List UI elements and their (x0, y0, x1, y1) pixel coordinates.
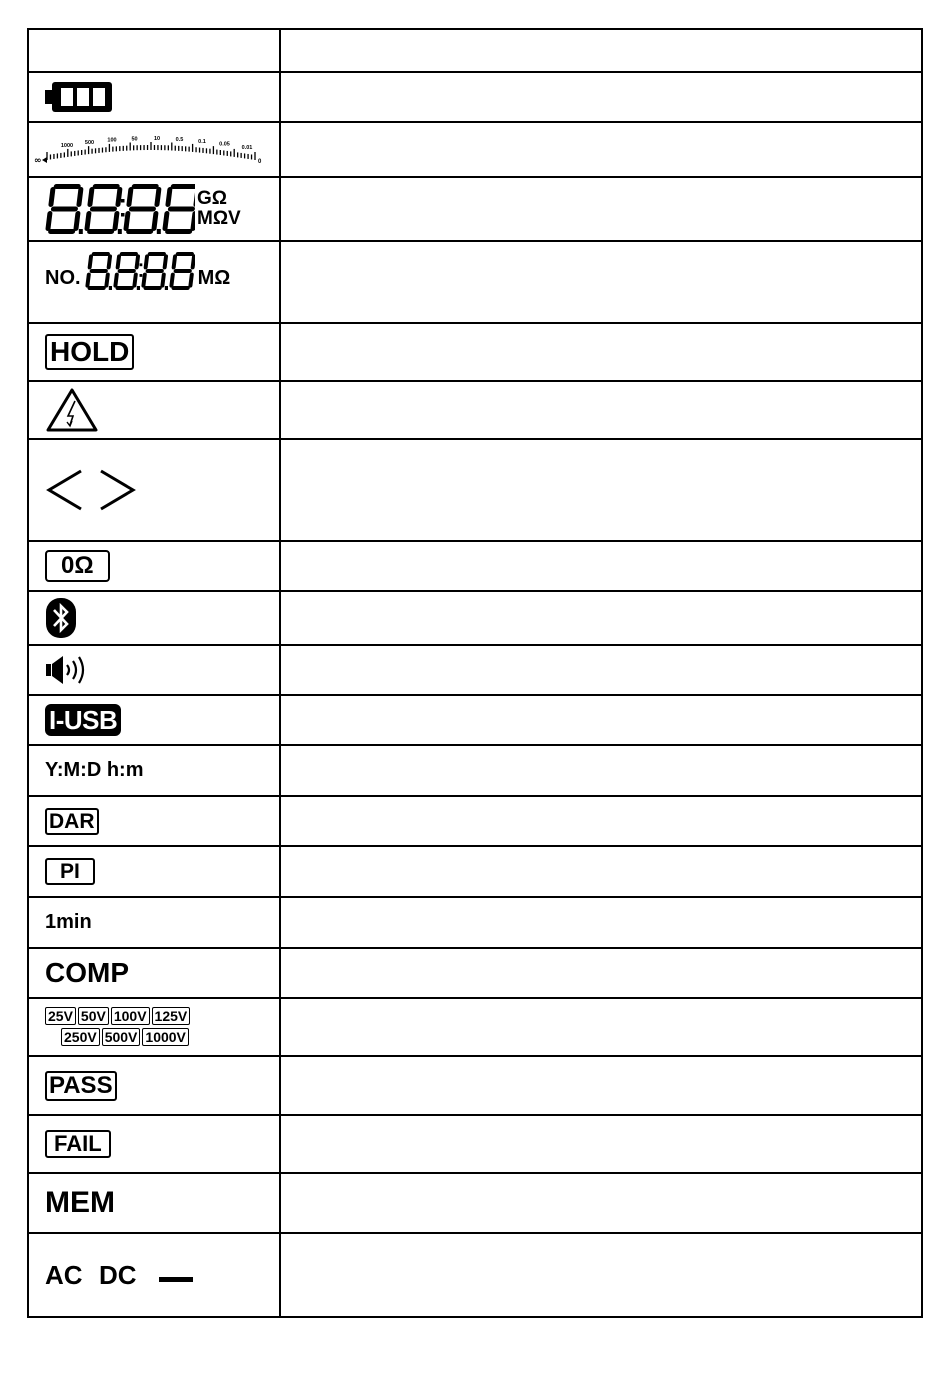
scale-label: 500 (84, 139, 95, 146)
one-minute-symbol: 1min (45, 911, 92, 933)
description-cell (280, 541, 922, 591)
dar-symbol: DAR (45, 808, 99, 835)
header-description-cell (280, 29, 922, 72)
table-row (28, 122, 922, 177)
description-cell (280, 897, 922, 948)
symbol-cell (28, 381, 280, 439)
digit-segment (193, 187, 195, 207)
description-cell (280, 439, 922, 541)
scale-label: 0.05 (219, 141, 230, 148)
digit-segment (87, 254, 93, 269)
description-cell (280, 796, 922, 846)
digit-segment (171, 254, 177, 269)
scale-label: 0.5 (175, 136, 184, 143)
digit-segment (126, 229, 154, 234)
digit-segment (51, 207, 79, 212)
battery-icon (45, 80, 115, 114)
seven-segment-digits (43, 184, 195, 234)
sub-display-symbol (45, 252, 279, 290)
digit-segment (84, 211, 91, 231)
digit-segment (91, 252, 110, 256)
digit-segment (170, 184, 195, 189)
symbol-cell (28, 695, 280, 745)
digit-segment (134, 254, 140, 269)
digit-segment (89, 269, 108, 273)
symbol-cell (28, 591, 280, 645)
dc-symbol: DC (99, 1259, 137, 1290)
symbol-cell (28, 241, 280, 323)
symbol-table (27, 28, 923, 1318)
description-cell (280, 72, 922, 122)
bluetooth-icon (45, 597, 77, 639)
symbol-cell (28, 897, 280, 948)
table-header-row (28, 29, 922, 72)
symbol-cell (28, 846, 280, 897)
symbol-cell (28, 1173, 280, 1233)
description-cell (280, 1056, 922, 1115)
digit-segment (162, 254, 168, 269)
digit-segment (143, 286, 162, 290)
digit-segment (106, 254, 112, 269)
description-cell (280, 591, 922, 645)
decimal-point (108, 286, 111, 290)
digit-segment (151, 211, 158, 231)
voltage-1000v: 1000V (142, 1028, 188, 1046)
description-cell (280, 645, 922, 695)
digit-segment (132, 273, 138, 288)
symbol-cell (28, 796, 280, 846)
pi-symbol: PI (45, 858, 95, 885)
digit-segment (112, 211, 119, 231)
scale-infinity-label: ∞ (34, 155, 42, 166)
less-greater-icon (45, 467, 137, 513)
description-cell (280, 241, 922, 323)
table-row (28, 241, 922, 323)
symbol-cell (28, 122, 280, 177)
voltage-100v: 100V (111, 1007, 150, 1025)
comp-symbol: COMP (45, 957, 129, 988)
digit-segment (171, 286, 190, 290)
voltage-250v: 250V (61, 1028, 100, 1046)
scale-label: 100 (107, 137, 117, 144)
digit-segment (188, 273, 194, 288)
unit-mohm: MΩ (197, 267, 231, 289)
digit-segment (119, 252, 138, 256)
voltage-line-2 (61, 1028, 279, 1047)
analog-bar-scale (33, 132, 265, 168)
digit-segment (92, 184, 120, 189)
digit-segment (87, 286, 106, 290)
symbol-cell (28, 72, 280, 122)
header-symbol-cell (28, 29, 280, 72)
symbol-cell (28, 645, 280, 695)
table-row (28, 1115, 922, 1173)
table-row (28, 695, 922, 745)
high-voltage-warning-icon (45, 387, 99, 433)
digit-segment (145, 269, 164, 273)
scale-label: 0.1 (198, 138, 206, 145)
table-row (28, 72, 922, 122)
scale-label: 50 (131, 135, 138, 142)
scale-label: 10 (153, 135, 161, 142)
usb-symbol: I-USB (45, 704, 121, 736)
decimal-point (79, 229, 83, 234)
symbol-cell (28, 439, 280, 541)
symbol-cell (28, 1233, 280, 1317)
fail-symbol: FAIL (45, 1130, 111, 1158)
colon-dot (121, 199, 125, 203)
symbol-cell (28, 541, 280, 591)
voltage-50v: 50V (78, 1007, 109, 1025)
table-row (28, 591, 922, 645)
digit-segment (165, 229, 193, 234)
table-row (28, 998, 922, 1056)
digit-segment (190, 254, 195, 269)
description-cell (280, 1233, 922, 1317)
digit-segment (165, 187, 172, 207)
unit-gohm: GΩ (197, 188, 228, 209)
digit-segment (175, 252, 194, 256)
description-cell (280, 323, 922, 381)
description-cell (280, 381, 922, 439)
decimal-point (136, 286, 139, 290)
symbol-cell (28, 1056, 280, 1115)
mem-symbol: MEM (45, 1186, 115, 1219)
table-row (28, 541, 922, 591)
scale-zero-label: 0 (258, 158, 262, 165)
digit-segment (160, 273, 166, 288)
number-prefix: NO. (45, 267, 81, 289)
ac-symbol: AC (45, 1259, 83, 1290)
seven-segment-digits (83, 252, 195, 290)
colon-dot (139, 274, 142, 277)
digit-segment (48, 187, 55, 207)
description-cell (280, 745, 922, 796)
hold-symbol: HOLD (45, 334, 134, 370)
symbol-cell (28, 1115, 280, 1173)
digit-segment (129, 207, 157, 212)
datetime-symbol: Y:M:D h:m (45, 759, 144, 781)
colon-dot (139, 263, 142, 266)
description-cell (280, 695, 922, 745)
main-display-symbol (43, 184, 279, 234)
digit-segment (45, 211, 52, 231)
colon-dot (121, 213, 125, 217)
table-row (28, 948, 922, 998)
digit-segment (90, 207, 118, 212)
digit-segment (169, 273, 175, 288)
description-cell (280, 948, 922, 998)
decimal-point (118, 229, 122, 234)
digit-segment (154, 187, 161, 207)
table-row (28, 1173, 922, 1233)
description-cell (280, 846, 922, 897)
symbol-cell (28, 177, 280, 241)
zero-ohm-symbol: 0Ω (45, 550, 110, 582)
digit-segment (115, 254, 121, 269)
table-row (28, 381, 922, 439)
scale-arrow (42, 157, 47, 163)
digit-segment (87, 229, 115, 234)
unit-mohm-volt: MΩV (197, 208, 241, 229)
symbol-cell (28, 323, 280, 381)
symbol-cell (28, 948, 280, 998)
scale-label: 1000 (60, 142, 74, 149)
description-cell (280, 1115, 922, 1173)
pass-symbol: PASS (45, 1071, 117, 1101)
voltage-line-1 (45, 1007, 279, 1026)
voltage-25v: 25V (45, 1007, 76, 1025)
digit-segment (147, 252, 166, 256)
digit-segment (168, 207, 195, 212)
table-row (28, 1233, 922, 1317)
digit-segment (48, 229, 76, 234)
table-row (28, 323, 922, 381)
table-row (28, 177, 922, 241)
description-cell (280, 177, 922, 241)
digit-segment (85, 273, 91, 288)
digit-segment (162, 211, 169, 231)
digit-segment (115, 286, 134, 290)
negative-symbol (159, 1277, 193, 1282)
table-row (28, 897, 922, 948)
digit-segment (76, 187, 83, 207)
table-row (28, 645, 922, 695)
digit-segment (117, 269, 136, 273)
digit-segment (126, 187, 133, 207)
decimal-point (164, 286, 167, 290)
scale-label: 0.01 (241, 144, 253, 151)
description-cell (280, 1173, 922, 1233)
digit-segment (104, 273, 110, 288)
digit-segment (173, 269, 192, 273)
voltage-125v: 125V (152, 1007, 191, 1025)
decimal-point (157, 229, 161, 234)
digit-segment (113, 273, 119, 288)
speaker-icon (45, 654, 91, 686)
digit-segment (143, 254, 149, 269)
digit-segment (131, 184, 159, 189)
table-row (28, 1056, 922, 1115)
table-row (28, 745, 922, 796)
digit-segment (53, 184, 81, 189)
digit-segment (190, 211, 195, 231)
voltage-500v: 500V (102, 1028, 141, 1046)
table-row (28, 846, 922, 897)
table-row (28, 439, 922, 541)
symbol-cell (28, 745, 280, 796)
digit-segment (87, 187, 94, 207)
digit-segment (73, 211, 80, 231)
digit-segment (115, 187, 122, 207)
table-row (28, 796, 922, 846)
description-cell (280, 998, 922, 1056)
description-cell (280, 122, 922, 177)
symbol-cell (28, 998, 280, 1056)
